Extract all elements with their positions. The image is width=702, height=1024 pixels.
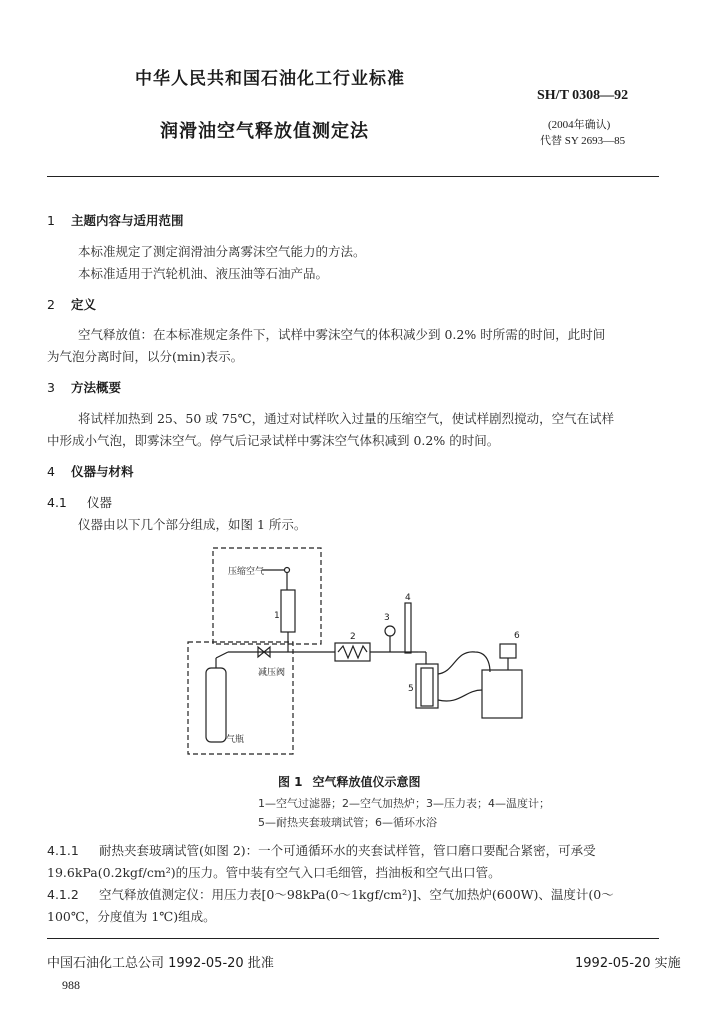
section-4-1-heading [47, 493, 112, 511]
footer-divider [47, 938, 659, 939]
section-3-para-line-2: 中形成小气泡，即雾沫空气。停气后记录试样中雾沫空气体积减到 0.2% 的时间。 [47, 433, 500, 448]
label-1: 1 [274, 611, 280, 621]
thermometer [405, 603, 411, 653]
section-title: 方法概要 [71, 380, 122, 395]
section-1-para-1: 本标准规定了测定润滑油分离雾沫空气能力的方法。 [78, 244, 366, 259]
clause-4-1-1-line-1 [47, 841, 596, 859]
clause-4-1-2-line-2: 100℃，分度值为 1℃)组成。 [47, 909, 216, 924]
gas-bottle [206, 668, 226, 742]
air-supply-enclosure [213, 548, 321, 644]
clause-text: 空气释放值测定仪：用压力表[0～98kPa(0～1kgf/cm²)]、空气加热炉(600W)、温度计(0～ [99, 887, 614, 902]
label-6: 6 [514, 631, 520, 641]
clause-number: 4.1.1 [47, 843, 79, 858]
standard-org: 中华人民共和国石油化工行业标准 [135, 69, 405, 89]
pressure-gauge [385, 626, 395, 636]
bath-controller [500, 644, 516, 658]
label-gas-bottle: 气瓶 [226, 735, 245, 745]
label-reducing-valve: 减压阀 [258, 668, 286, 678]
clause-text: 耐热夹套玻璃试管(如图 2)：一个可通循环水的夹套试样管，管口磨口要配合紧密，可承受 [99, 843, 596, 858]
clause-4-1-2-line-1 [47, 885, 614, 903]
section-number: 3 [47, 380, 55, 395]
label-compressed-air: 压缩空气 [228, 567, 265, 577]
figure-label: 图 1 [278, 775, 303, 789]
page-number: 988 [62, 978, 80, 992]
section-2-para-line-2: 为气泡分离时间，以分(min)表示。 [47, 349, 244, 364]
section-4-heading [47, 462, 134, 480]
approval-note: 中国石油化工总公司 1992-05-20 批准 [47, 956, 274, 971]
section-number: 1 [47, 213, 55, 228]
header-divider [47, 176, 659, 177]
section-3-heading [47, 378, 121, 396]
section-4-1-para: 仪器由以下几个部分组成，如图 1 所示。 [78, 517, 307, 532]
figure-caption [278, 773, 421, 790]
label-3: 3 [384, 613, 390, 623]
section-number: 4.1 [47, 495, 67, 510]
standard-code: SH/T 0308—92 [537, 88, 629, 103]
section-3-para-line-1: 将试样加热到 25、50 或 75℃，通过对试样吹入过量的压缩空气，使试样剧烈搅动，空气在试样 [78, 411, 615, 426]
section-title: 定义 [71, 297, 97, 312]
figure-title: 空气释放值仪示意图 [312, 775, 421, 789]
figure-legend-line-1: 1—空气过滤器；2—空气加热炉；3—压力表；4—温度计； [258, 797, 550, 810]
section-2-para-line-1: 空气释放值：在本标准规定条件下，试样中雾沫空气的体积减少到 0.2% 时所需的时间，此时间 [78, 327, 606, 342]
replaces-note: 代替 SY 2693—85 [540, 135, 626, 147]
section-1-para-2: 本标准适用于汽轮机油、液压油等石油产品。 [78, 266, 329, 281]
implementation-note: 1992-05-20 实施 [575, 956, 681, 971]
document-title: 润滑油空气释放值测定法 [160, 121, 369, 142]
circulating-water-bath [482, 670, 522, 718]
section-number: 4 [47, 464, 55, 479]
figure-legend-line-2: 5—耐热夹套玻璃试管；6—循环水浴 [258, 816, 437, 829]
section-title: 主题内容与适用范围 [71, 213, 184, 228]
label-4: 4 [405, 593, 411, 603]
clause-number: 4.1.2 [47, 887, 79, 902]
confirmation-note: (2004年确认) [548, 119, 611, 131]
label-2: 2 [350, 632, 356, 642]
section-1-heading [47, 211, 184, 229]
section-title: 仪器与材料 [71, 464, 134, 479]
label-5: 5 [408, 684, 414, 694]
air-filter [281, 590, 295, 632]
section-2-heading [47, 295, 96, 313]
jacketed-sample-tube [416, 664, 438, 708]
section-number: 2 [47, 297, 55, 312]
clause-4-1-1-line-2: 19.6kPa(0.2kgf/cm²)的压力。管中装有空气入口毛细管，挡油板和空气出口管。 [47, 865, 501, 880]
apparatus-diagram [170, 540, 540, 765]
section-title: 仪器 [87, 495, 113, 510]
